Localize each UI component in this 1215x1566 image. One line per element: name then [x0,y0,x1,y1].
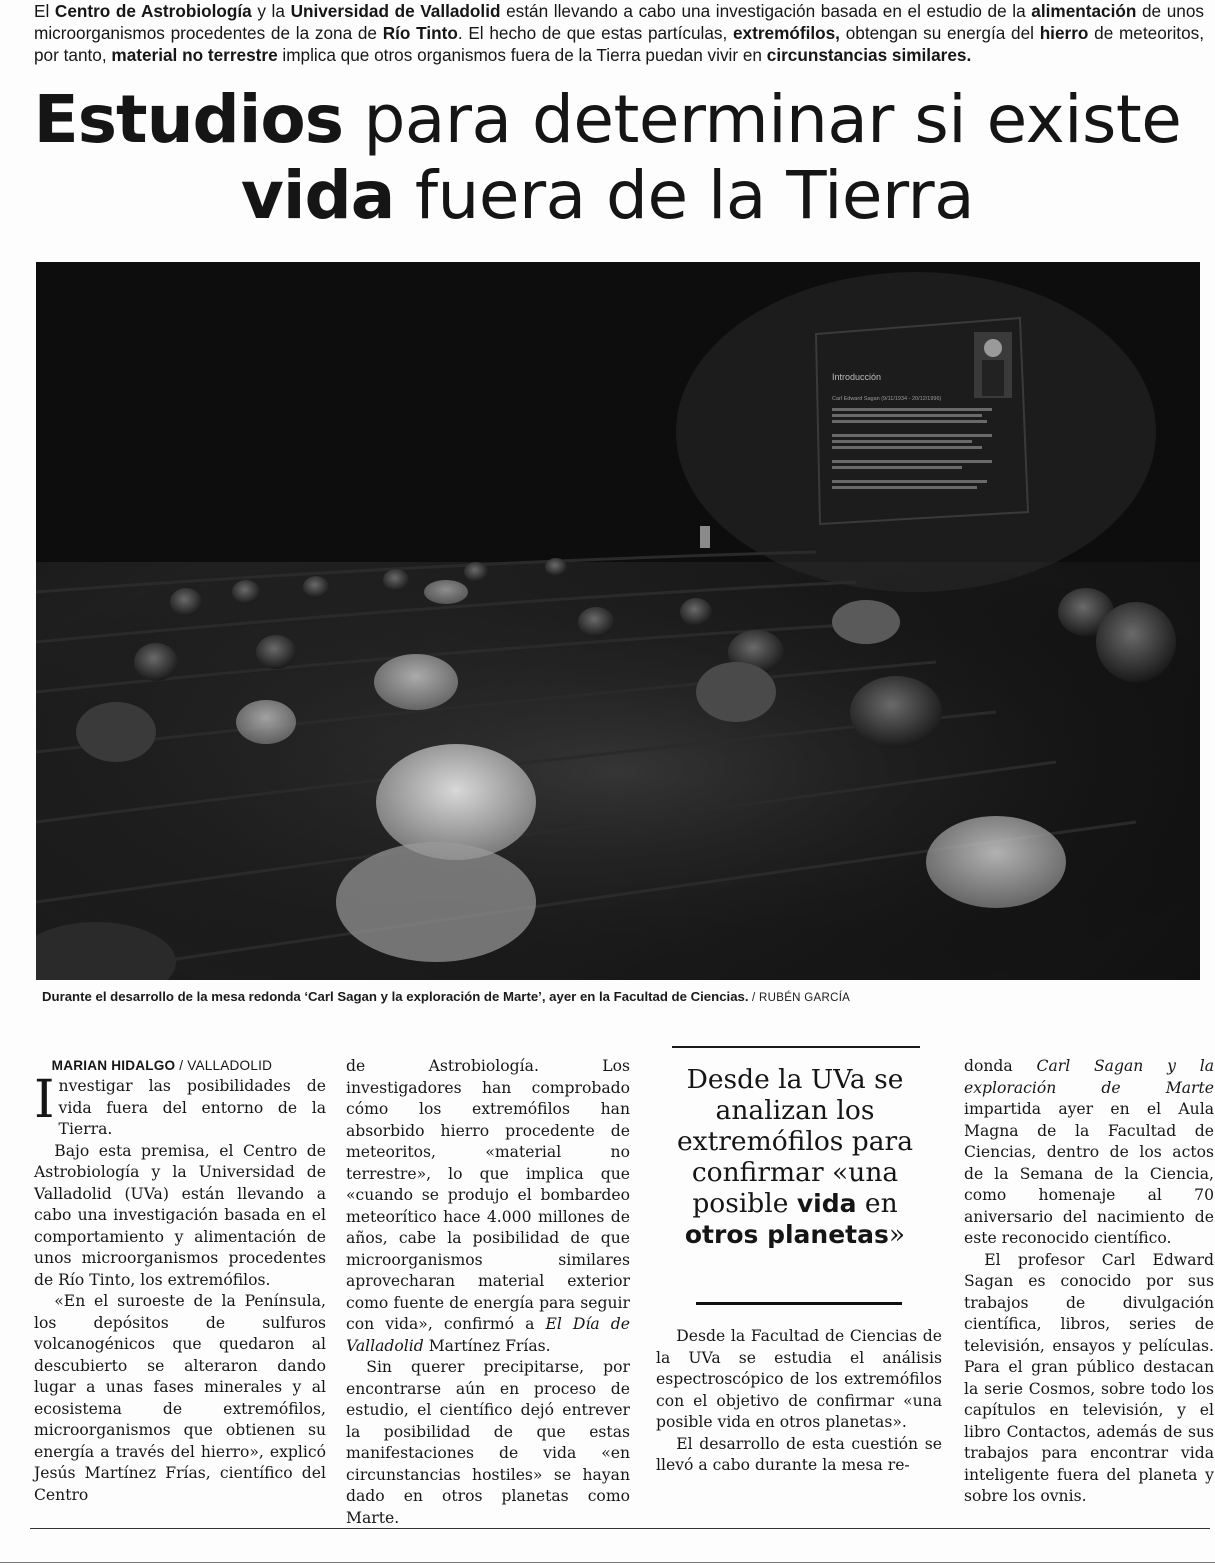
article-paragraph [346,1056,630,1357]
article-paragraph: Bajo esta premisa, el Centro de Astrobiología y la Universidad de Valladolid (UVa) están llevando a cabo una investigación basada en el comportamiento y alimentación de unos microorganismos procedentes de Río Tinto, los extremófilos. [34,1141,326,1289]
summary-text: El [34,1,55,21]
summary-bold: Río Tinto [382,23,458,43]
pullquote-rule-bottom [696,1302,902,1305]
paragraph-text: impartida ayer en el Aula Magna de la Facultad de Ciencias, dentro de los actos de la Semana de la Ciencia, como homenaje al 70 aniversario del nacimiento de este reconocido científico. [964,1100,1214,1247]
summary-bold: extremófilos, [732,23,840,43]
headline-bold: vida [240,157,395,234]
headline [0,82,1215,234]
article-paragraph: El profesor Carl Edward Sagan es conocido por sus trabajos de divulgación científica, libros, series de televisión, ensayos y películas. Para el gran público destacan la serie Cosmos, sobre todo los capítulos en televisión, y el libro Contactos, además de sus trabajos para encontrar vida inteligente fuera del planeta y sobre los ovnis. [964,1250,1214,1505]
byline-author: MARIAN HIDALGO [51,1058,176,1073]
newspaper-name: El Día de Valladolid [346,1315,630,1355]
summary-text: implica que otros organismos fuera de la Tierra puedan vivir en [277,45,767,65]
article-column-1 [34,1056,326,1506]
pullquote-text: Desde la UVa se analizan los extremófilos para confirmar «una posible [676,1064,914,1219]
article-paragraph: Sin querer precipitarse, por encontrarse aún en proceso de estudio, el científico dejó entrever la posibilidad de que estas manifestaciones de vida «en circunstancias hostiles» se hayan dado en otros planetas como Marte. [346,1358,630,1527]
pullquote-rule-top [672,1046,920,1048]
article-paragraph: Desde la Facultad de Ciencias de la UVa se estudia el análisis espectroscópico de los extremófilos con el objetivo de confirmar «una posible vida en otros planetas». [656,1327,942,1431]
summary-bold: Universidad de Valladolid [290,1,501,21]
paragraph-text: nvestigar las posibilidades de vida fuera del entorno de la Tierra. [58,1077,326,1138]
summary-text: de unos microorganismos procedentes de la zona de [34,1,1205,43]
pullquote-text: en [856,1188,898,1219]
pullquote [660,1064,930,1250]
headline-bold: Estudios [33,81,344,158]
summary-bold: Centro de Astrobiología [54,1,252,21]
slide-subtitle: Carl Edward Sagan (9/11/1934 - 20/12/1996) [832,396,942,402]
article-summary [34,0,1204,66]
photo-credit: / RUBÉN GARCÍA [748,992,851,1004]
footer-divider [30,1528,1210,1529]
summary-bold: circunstancias similares. [766,45,972,65]
paragraph-text: de Astrobiología. Los investigadores han comprobado cómo los extremófilos han absorbido hierro procedente de meteoritos, «material no terrestre», lo que implica que «cuando se produjo el bombardeo meteorítico hace 4.000 millones de años, cabe la posibilidad de que microorganismos similares aprovecharan material exterior como fuente de energía para seguir con vida», confirmó a [346,1057,630,1333]
page-bottom-edge [0,1562,1215,1563]
headline-text: fuera de la Tierra [394,157,975,234]
summary-text: y la [251,1,291,21]
article-paragraph [34,1070,326,1141]
caption-text: Durante el desarrollo de la mesa redonda ‘Carl Sagan y la exploración de Marte’, ayer en la Facultad de Ciencias. [42,989,749,1004]
article-paragraph: «En el suroeste de la Península, los depósitos de sulfuros volcanogénicos que quedaron al descubierto se alteraron dando lugar a unas fases minerales y al ecosistema de extremófilos, microorganismos que obtienen su energía a través del hierro», explicó Jesús Martínez Frías, científico del Centro [34,1292,326,1504]
summary-text: obtengan su energía del [839,23,1040,43]
article-column-4 [964,1056,1214,1508]
headline-text: para determinar si existe [343,81,1182,158]
photo-illustration [36,262,1200,980]
byline [34,1056,326,1076]
summary-bold: material no terrestre [111,45,278,65]
paragraph-text: donda [964,1057,1037,1075]
event-title: Carl Sagan y la exploración de Marte [964,1057,1215,1097]
article-column-2 [346,1056,630,1529]
article-paragraph: El desarrollo de esta cuestión se llevó a cabo durante la mesa re- [656,1434,942,1474]
pullquote-text: » [888,1219,906,1250]
summary-bold: alimentación [1031,1,1137,21]
auditorium-photo [36,262,1200,980]
article-paragraph [964,1056,1214,1250]
lectern-light [700,526,710,548]
summary-bold: hierro [1039,23,1089,43]
article-column-3 [656,1326,942,1477]
byline-location: / VALLADOLID [175,1058,273,1073]
pullquote-bold: vida [796,1189,857,1218]
summary-text: están llevando a cabo una investigación basada en el estudio de la [500,1,1032,21]
summary-text: . El hecho de que estas partículas, [457,23,733,43]
slide-title: Introducción [832,372,882,382]
paragraph-text: Martínez Frías. [423,1336,551,1355]
summary-text: de meteoritos, por tanto, [34,23,1204,65]
photo-caption [42,988,1202,1007]
pullquote-bold: otros planetas [684,1220,889,1249]
drop-cap: I [34,1070,55,1130]
